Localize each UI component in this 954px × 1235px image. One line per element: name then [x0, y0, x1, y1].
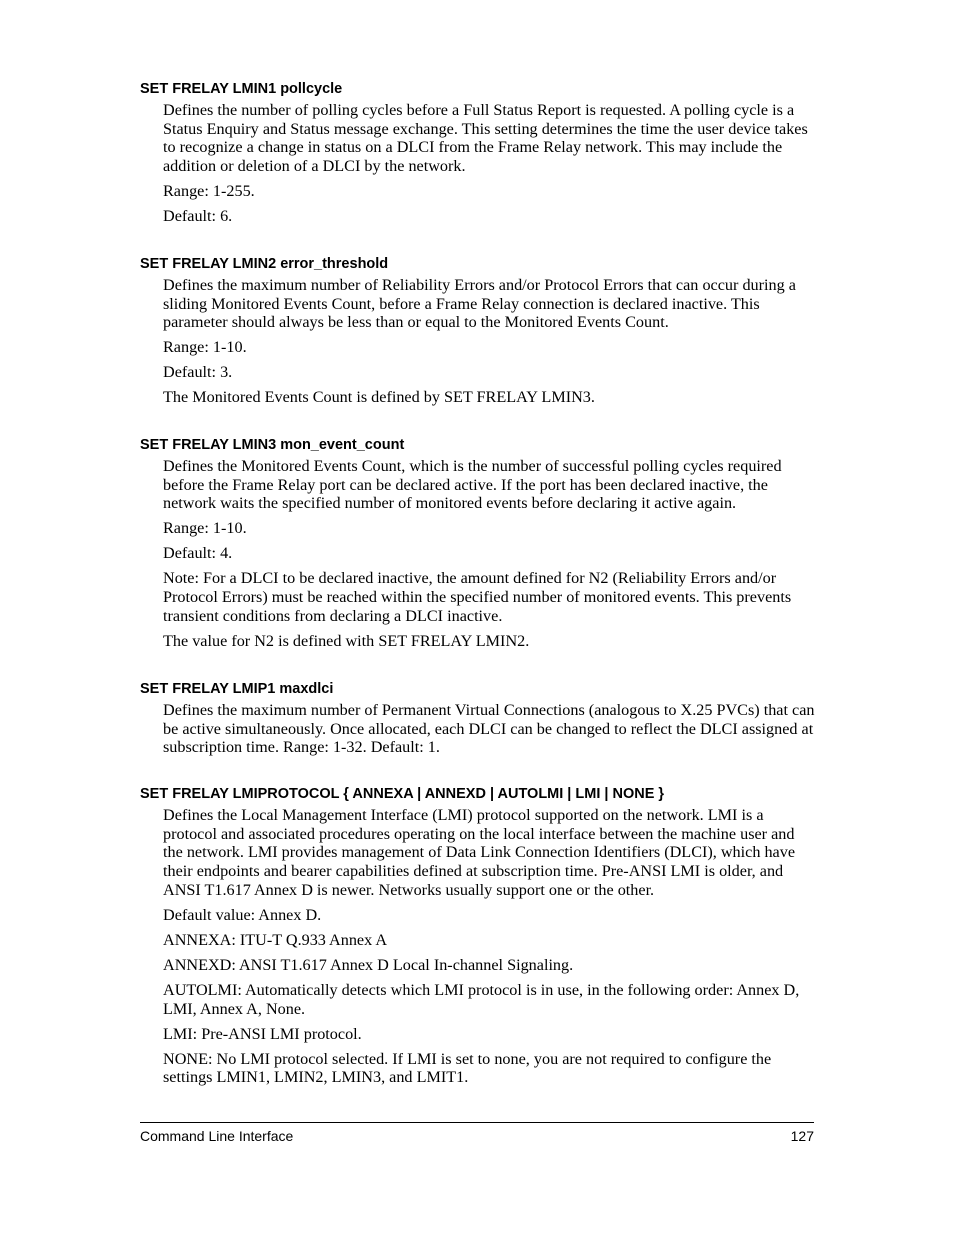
paragraph: Range: 1-10. [163, 338, 247, 357]
footer-divider [140, 1122, 814, 1123]
paragraph: Default: 4. [163, 544, 233, 563]
paragraph: LMI: Pre-ANSI LMI protocol. [163, 1024, 362, 1043]
paragraph: Default value: Annex D. [163, 905, 322, 924]
section-heading: SET FRELAY LMIN3 mon_event_count [140, 437, 405, 453]
paragraph: Defines the number of polling cycles before a Full Status Report is requested. A polling cycle is a Status Enquiry and Status message exchange. This setting determines the time the user device takes to recognize a change in status on a DLCI from the Frame Relay network. This may include the addition or deletion of a DLCI by the network. [163, 101, 808, 176]
paragraph: AUTOLMI: Automatically detects which LMI protocol is in use, in the following order: Annex D, LMI, Annex A, None. [163, 980, 800, 1018]
paragraph: Range: 1-10. [163, 519, 247, 538]
paragraph: Range: 1-255. [163, 182, 255, 201]
paragraph: ANNEXD: ANSI T1.617 Annex D Local In-channel Signaling. [163, 955, 574, 974]
section-heading: SET FRELAY LMIN2 error_threshold [140, 256, 389, 272]
section-lmin2 [140, 255, 820, 413]
section-lmip1 [140, 680, 820, 763]
section-lmin3 [140, 436, 820, 657]
paragraph: Defines the Monitored Events Count, which is the number of successful polling cycles required before the Frame Relay port can be declared active. If the port has been declared inactive, the network waits the specified number of monitored events before declaring it active again. [163, 457, 782, 513]
section-lmiprotocol [140, 785, 820, 1093]
paragraph: Defines the maximum number of Reliability Errors and/or Protocol Errors that can occur during a sliding Monitored Events Count, before a Frame Relay connection is declared inactive. This parameter should always be less than or equal to the Monitored Events Count. [163, 276, 796, 332]
section-heading: SET FRELAY LMIN1 pollcycle [140, 81, 343, 97]
paragraph: The value for N2 is defined with SET FRELAY LMIN2. [163, 631, 530, 650]
paragraph: Note: For a DLCI to be declared inactive, the amount defined for N2 (Reliability Errors and/or Protocol Errors) must be reached within the specified number of monitored events. This prevents transient conditions from declaring a DLCI inactive. [163, 569, 792, 625]
paragraph: Defines the Local Management Interface (LMI) protocol supported on the network. LMI is a protocol and associated procedures operating on the local interface between the machine user and the network. LMI provides management of Data Link Connection Identifiers (DLCI), which have their endpoints and bearer capabilities defined at subscription time. Pre-ANSI LMI is older, and ANSI T1.617 Annex D is newer. Networks usually support one or the other. [163, 806, 796, 899]
footer-title: Command Line Interface [140, 1128, 294, 1144]
paragraph: NONE: No LMI protocol selected. If LMI is set to none, you are not required to configure the settings LMIN1, LMIN2, LMIN3, and LMIT1. [163, 1049, 772, 1087]
section-heading: SET FRELAY LMIPROTOCOL { ANNEXA | ANNEXD | AUTOLMI | LMI | NONE } [140, 786, 665, 802]
paragraph: Defines the maximum number of Permanent Virtual Connections (analogous to X.25 PVCs) that can be active simultaneously. Once allocated, each DLCI can be changed to reflect the DLCI assigned at subscription time. Range: 1-32. Default: 1. [163, 701, 815, 757]
section-lmin1 [140, 80, 820, 232]
paragraph: Default: 3. [163, 363, 233, 382]
paragraph: Default: 6. [163, 207, 233, 226]
section-heading: SET FRELAY LMIP1 maxdlci [140, 681, 334, 697]
page-number: 127 [790, 1128, 814, 1144]
paragraph: ANNEXA: ITU-T Q.933 Annex A [163, 930, 388, 949]
paragraph: The Monitored Events Count is defined by SET FRELAY LMIN3. [163, 388, 595, 407]
